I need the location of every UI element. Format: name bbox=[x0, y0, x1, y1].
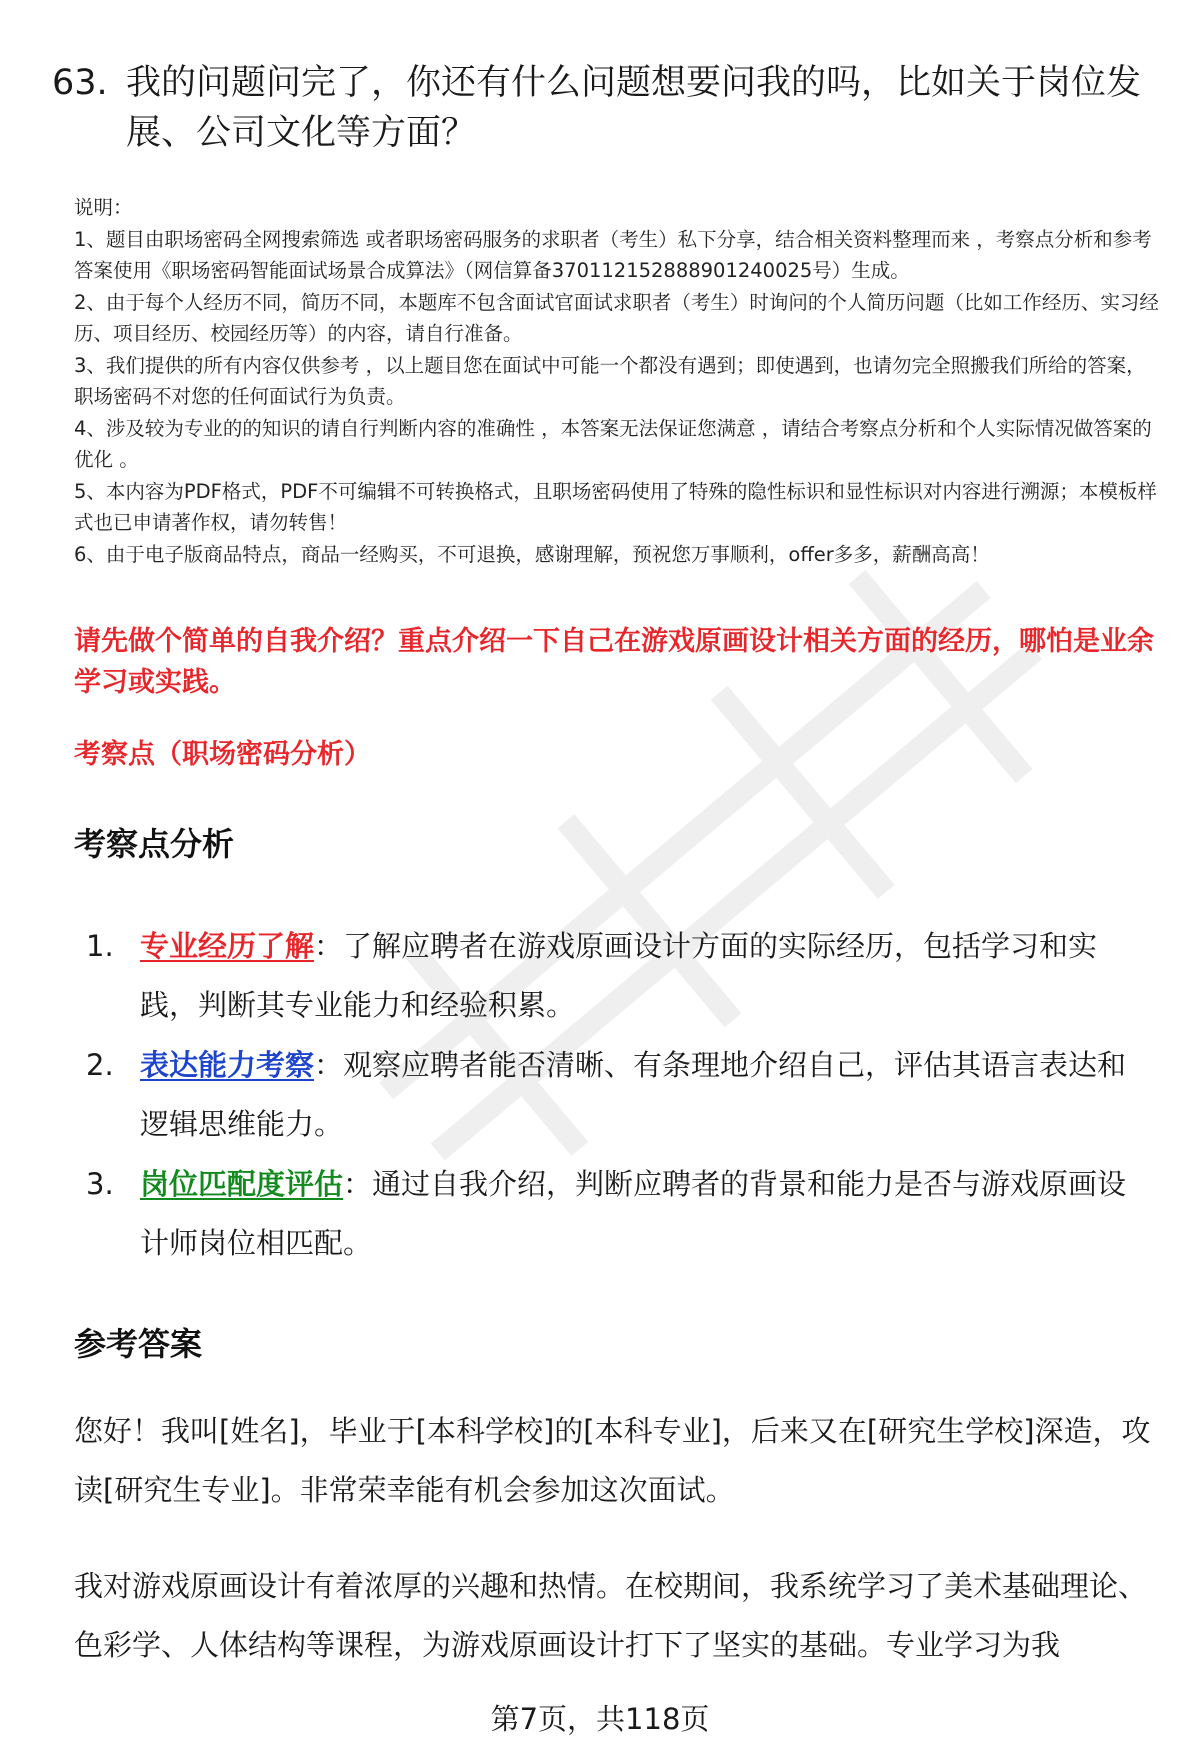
reference-answer bbox=[74, 1402, 1154, 1712]
analysis-point bbox=[74, 1036, 1154, 1154]
point-number: 3. bbox=[86, 1167, 114, 1201]
analysis-heading: 考察点分析 bbox=[74, 825, 235, 863]
note-item: 5、本内容为PDF格式，PDF不可编辑不可转换格式，且职场密码使用了特殊的隐性标识和显性标识对内容进行溯源；本模板样式也已申请著作权，请勿转售！ bbox=[74, 479, 1157, 534]
analysis-point bbox=[74, 917, 1154, 1035]
point-text: 观察应聘者能否清晰、有条理地介绍自己，评估其语言表达和逻辑思维能力。 bbox=[140, 1048, 1127, 1141]
note-item: 2、由于每个人经历不同，简历不同，本题库不包含面试官面试求职者（考生）时询问的个人简历问题（比如工作经历、实习经历、项目经历、校园经历等）的内容，请自行准备。 bbox=[74, 290, 1159, 345]
question-text: 我的问题问完了，你还有什么问题想要问我的吗，比如关于岗位发展、公司文化等方面？ bbox=[126, 63, 1142, 153]
point-separator: ： bbox=[314, 1048, 344, 1082]
point-number: 1. bbox=[86, 929, 114, 963]
note-item: 6、由于电子版商品特点，商品一经购买，不可退换，感谢理解，预祝您万事顺利，offer多多，薪酬高高！ bbox=[74, 542, 990, 566]
answer-heading: 参考答案 bbox=[74, 1325, 203, 1363]
disclaimer-notes bbox=[74, 192, 1159, 570]
page-number: 第7页，共118页 bbox=[490, 1702, 710, 1736]
answer-paragraph: 您好！我叫[姓名]，毕业于[本科学校]的[本科专业]，后来又在[研究生学校]深造，攻读[研究生专业]。非常荣幸能有机会参加这次面试。 bbox=[74, 1414, 1151, 1507]
question-heading bbox=[52, 58, 1152, 158]
point-separator: ： bbox=[314, 929, 344, 963]
point-keyword: 专业经历了解 bbox=[140, 929, 315, 963]
analysis-points bbox=[74, 917, 1154, 1274]
point-text: 通过自我介绍，判断应聘者的背景和能力是否与游戏原画设计师岗位相匹配。 bbox=[140, 1167, 1127, 1260]
analysis-label: 考察点（职场密码分析） bbox=[74, 739, 371, 770]
point-number: 2. bbox=[86, 1048, 114, 1082]
point-keyword: 表达能力考察 bbox=[140, 1048, 315, 1082]
note-item: 3、我们提供的所有内容仅供参考 ，以上题目您在面试中可能一个都没有遇到；即使遇到，也请勿完全照搬我们所给的答案，职场密码不对您的任何面试行为负责。 bbox=[74, 353, 1146, 408]
analysis-point bbox=[74, 1155, 1154, 1273]
note-item: 4、涉及较为专业的的知识的请自行判断内容的准确性 ，本答案无法保证您满意 ，请结合考察点分析和个人实际情况做答案的优化 。 bbox=[74, 416, 1152, 471]
interview-question: 请先做个简单的自我介绍？重点介绍一下自己在游戏原画设计相关方面的经历，哪怕是业余学习或实践。 bbox=[74, 626, 1154, 698]
question-number: 63. bbox=[52, 63, 108, 103]
point-text: 了解应聘者在游戏原画设计方面的实际经历，包括学习和实践，判断其专业能力和经验积累。 bbox=[140, 929, 1098, 1022]
notes-heading: 说明： bbox=[74, 196, 133, 219]
answer-paragraph: 我对游戏原画设计有着浓厚的兴趣和热情。在校期间，我系统学习了美术基础理论、色彩学、人体结构等课程，为游戏原画设计打下了坚实的基础。专业学习为我 bbox=[74, 1569, 1148, 1662]
note-item: 1、题目由职场密码全网搜索筛选 或者职场密码服务的求职者（考生）私下分享，结合相关资料整理而来 ，考察点分析和参考答案使用《职场密码智能面试场景合成算法》（网信算备370112152888901240025号）生成。 bbox=[74, 227, 1152, 282]
point-keyword: 岗位匹配度评估 bbox=[140, 1167, 344, 1201]
point-separator: ： bbox=[343, 1167, 373, 1201]
